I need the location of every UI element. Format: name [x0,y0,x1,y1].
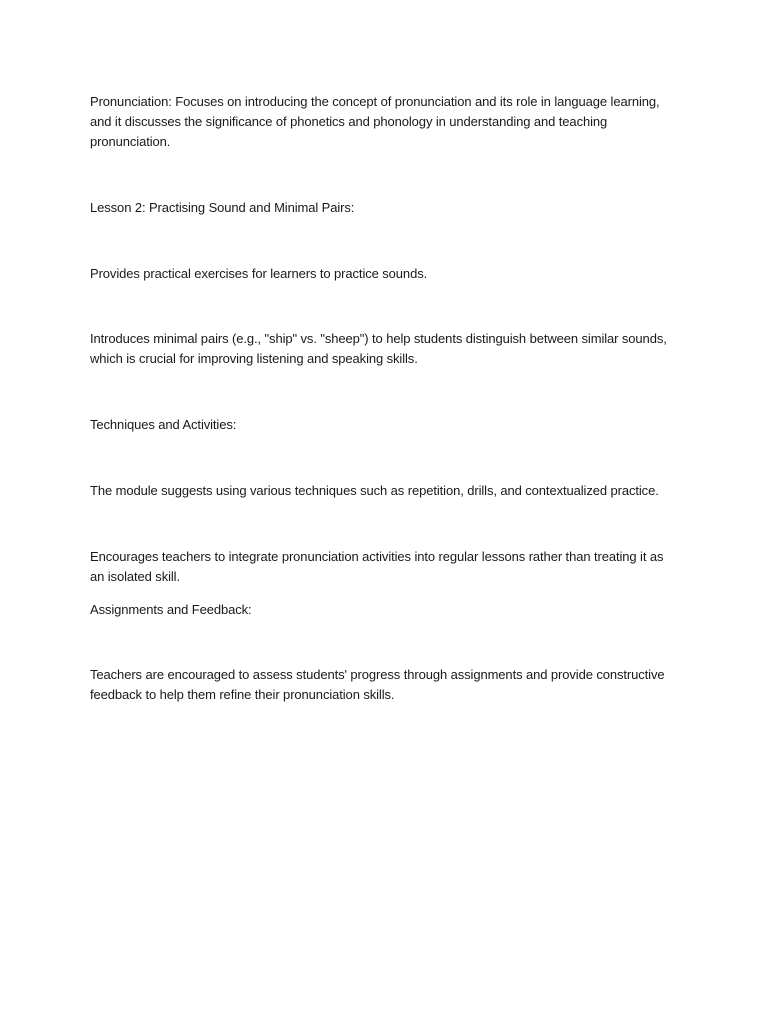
paragraph-practical-exercises: Provides practical exercises for learners to practice sounds. [90,266,428,281]
paragraph-assess-progress: Teachers are encouraged to assess students' progress through assignments and provide constructive feedback to help them refine their pronunciation skills. [90,667,665,702]
heading-techniques-activities: Techniques and Activities: [90,417,237,432]
paragraph-integrate-activities: Encourages teachers to integrate pronunciation activities into regular lessons rather than treating it as an isolated skill. [90,549,664,584]
paragraph-techniques: The module suggests using various techniques such as repetition, drills, and contextualized practice. [90,483,659,498]
heading-lesson-2: Lesson 2: Practising Sound and Minimal Pairs: [90,200,355,215]
paragraph-pronunciation-intro: Pronunciation: Focuses on introducing the concept of pronunciation and its role in language learning, and it discusses the significance of phonetics and phonology in understanding and teaching pronunciation. [90,94,660,149]
paragraph-minimal-pairs: Introduces minimal pairs (e.g., "ship" vs. "sheep") to help students distinguish between similar sounds, which is crucial for improving listening and speaking skills. [90,331,667,366]
heading-assignments-feedback: Assignments and Feedback: [90,602,252,617]
